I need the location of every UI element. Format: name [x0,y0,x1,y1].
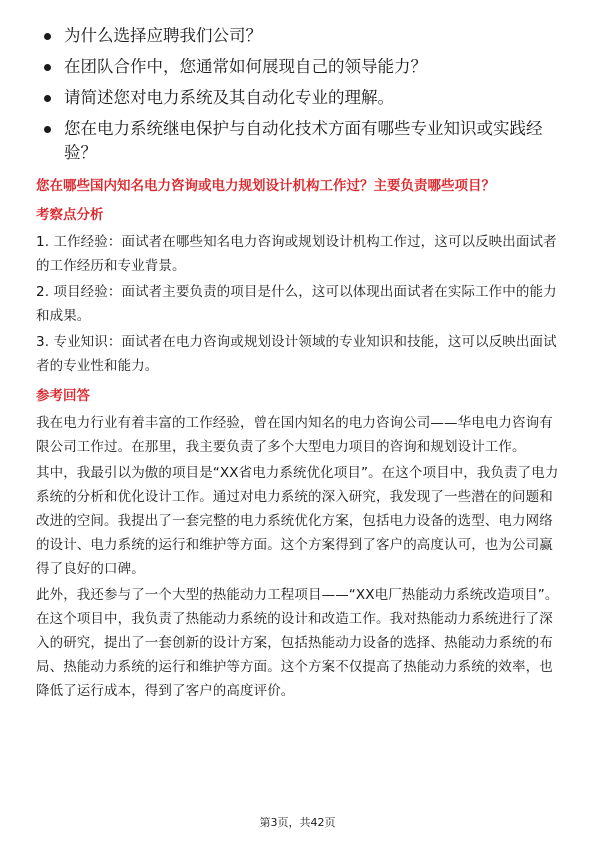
question-heading: 您在哪些国内知名电力咨询或电力规划设计机构工作过？主要负责哪些项目？ [36,178,495,194]
answer-paragraph: 我在电力行业有着丰富的工作经验，曾在国内知名的电力咨询公司——华电电力咨询有限公司工作过。在那里，我主要负责了多个大型电力项目的咨询和规划设计工作。 [36,415,553,455]
answer-paragraph: 其中，我最引以为傲的项目是“XX省电力系统优化项目”。在这个项目中，我负责了电力系统的分析和优化设计工作。通过对电力系统的深入研究，我发现了一些潜在的问题和改进的空间。我提出了一套完整的电力系统优化方案，包括电力设备的选型、电力网络的设计、电力系统的运行和维护等方面。这个方案得到了客户的高度认可，也为公司赢得了良好的口碑。 [36,465,559,577]
bullet-dot-icon [44,33,51,40]
analysis-item: 2. 项目经验：面试者主要负责的项目是什么，这可以体现出面试者在实际工作中的能力和成果。 [36,284,557,324]
bullet-item [42,117,552,165]
page-number-footer: 第3页，共42页 [259,816,336,829]
analysis-title: 考察点分析 [36,207,104,223]
bullet-item [42,55,552,79]
analysis-item: 1. 工作经验：面试者在哪些知名电力咨询或规划设计机构工作过，这可以反映出面试者的工作经历和专业背景。 [36,234,557,274]
bullet-dot-icon [44,64,51,71]
bullet-dot-icon [44,95,51,102]
main-content [36,176,559,705]
answer-title: 参考回答 [36,388,90,404]
answer-paragraph: 此外，我还参与了一个大型的热能动力工程项目——“XX电厂热能动力系统改造项目”。在这个项目中，我负责了热能动力系统的设计和改造工作。我对热能动力系统进行了深入的研究，提出了一套创新的设计方案，包括热能动力设备的选择、热能动力系统的布局、热能动力系统的运行和维护等方面。这个方案不仅提高了热能动力系统的效率，也降低了运行成本，得到了客户的高度评价。 [36,587,559,699]
bullet-text: 在团队合作中，您通常如何展现自己的领导能力？ [64,57,427,76]
bullet-text: 为什么选择应聘我们公司？ [64,26,262,45]
analysis-item: 3. 专业知识：面试者在电力咨询或规划设计领域的专业知识和技能，这可以反映出面试者的专业性和能力。 [36,334,557,374]
bullet-item [42,24,552,48]
question-bullet-list [42,24,552,172]
bullet-text: 您在电力系统继电保护与自动化技术方面有哪些专业知识或实践经验？ [64,119,543,162]
bullet-item [42,86,552,110]
bullet-text: 请简述您对电力系统及其自动化专业的理解。 [64,88,394,107]
bullet-dot-icon [44,126,51,133]
